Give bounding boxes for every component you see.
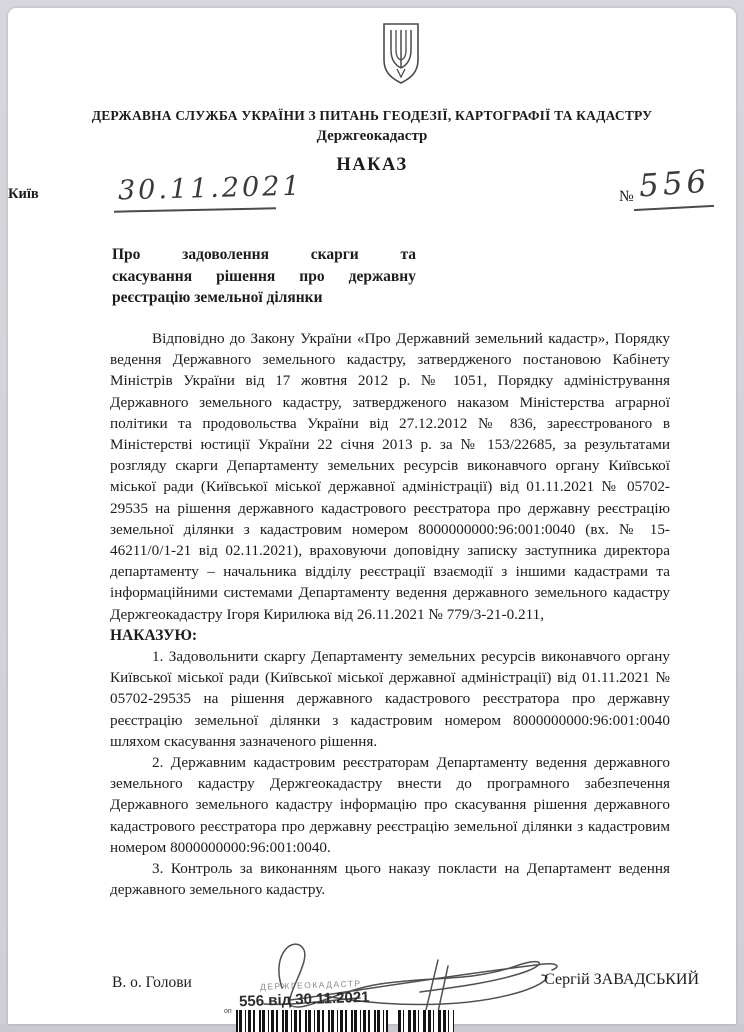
- date-underline: [114, 207, 276, 212]
- barcode-prefix-label: оп: [224, 1008, 232, 1015]
- subject-block: [112, 244, 416, 309]
- document-type-title: НАКАЗ: [336, 155, 408, 175]
- org-short-name: Держгеокадастр: [316, 128, 428, 144]
- order-item-3: 3. Контроль за виконанням цього наказу покласти на Департамент ведення державного земельного кадастру.: [110, 860, 670, 899]
- barcode-icon: [398, 1010, 454, 1032]
- document-body: [110, 328, 670, 900]
- stamp-org-text: ДЕРЖГЕОКАДАСТР: [259, 978, 362, 992]
- city-label: Київ: [8, 186, 39, 202]
- order-item-1: 1. Задовольнити скаргу Департаменту земельних ресурсів виконавчого органу Київської міської ради (Київської міської державної адміністрації) від 01.11.2021 № 05702-29535 на рішення державного кадастрового реєстратора про державну реєстрацію земельної ділянки з кадастровим номером 8000000000:96:001:0040 шляхом скасування зазначеного рішення.: [110, 648, 670, 750]
- document-page: [8, 8, 736, 1024]
- number-sign: №: [619, 188, 634, 205]
- signer-position: В. о. Голови: [112, 974, 192, 991]
- handwritten-date: 30.11.2021: [117, 170, 303, 207]
- order-word: НАКАЗУЮ:: [110, 626, 198, 644]
- handwritten-number: 556: [637, 163, 712, 205]
- ukraine-trident-emblem-icon: [379, 22, 423, 86]
- number-underline: [634, 205, 714, 211]
- subject-line: Про задоволення скарги та: [112, 246, 416, 263]
- org-name: ДЕРЖАВНА СЛУЖБА УКРАЇНИ З ПИТАНЬ ГЕОДЕЗІЇ, КАРТОГРАФІЇ ТА КАДАСТРУ: [91, 108, 653, 123]
- subject-line: скасування рішення про державну: [112, 267, 416, 285]
- signer-name: Сергій ЗАВАДСЬКИЙ: [544, 971, 699, 988]
- order-item-2: 2. Державним кадастровим реєстраторам Департаменту ведення державного земельного кадастру Держгеокадастру внести до програмного забезпечення Державного земельного кадастру інформацію про скасування рішення державного кадастрового реєстратора про державну реєстрацію земельної ділянки з кадастровим номером 8000000000:96:001:0040.: [110, 754, 670, 856]
- preamble-paragraph: Відповідно до Закону України «Про Державний земельний кадастр», Порядку ведення Державного земельного кадастру, затвердженого постановою Кабінету Міністрів України від 17 жовтня 2012 р. № 1051, Порядку адміністрування Державного земельного кадастру, затвердженого наказом Міністерства аграрної політики та продовольства України від 27.12.2012 № 836, зареєстрованого в Міністерстві юстиції України 22 січня 2013 р. за № 153/22685, за результатами розгляду скарги Департаменту земельних ресурсів виконавчого органу Київської міської ради (Київської міської державної адміністрації) від 01.11.2021 № 05702-29535 на рішення державного кадастрового реєстратора про державну реєстрацію земельної ділянки з кадастровим номером 8000000000:96:001:0040 (вх. № 15-46211/0/1-21 від 02.11.2021), враховуючи доповідну записку заступника директора департаменту – начальника відділу реєстрації взаємодії з іншими кадастрами та інформаційними системами Департаменту ведення державного земельного кадастру Держгеокадастру Ігоря Кирилюка від 26.11.2021 № 779/3-21-0.211,: [110, 330, 670, 623]
- barcode-icon: [236, 1010, 388, 1032]
- subject-line: реєстрацію земельної ділянки: [112, 289, 323, 306]
- stamp-number-text: 556 від 30.11.2021: [238, 988, 370, 1011]
